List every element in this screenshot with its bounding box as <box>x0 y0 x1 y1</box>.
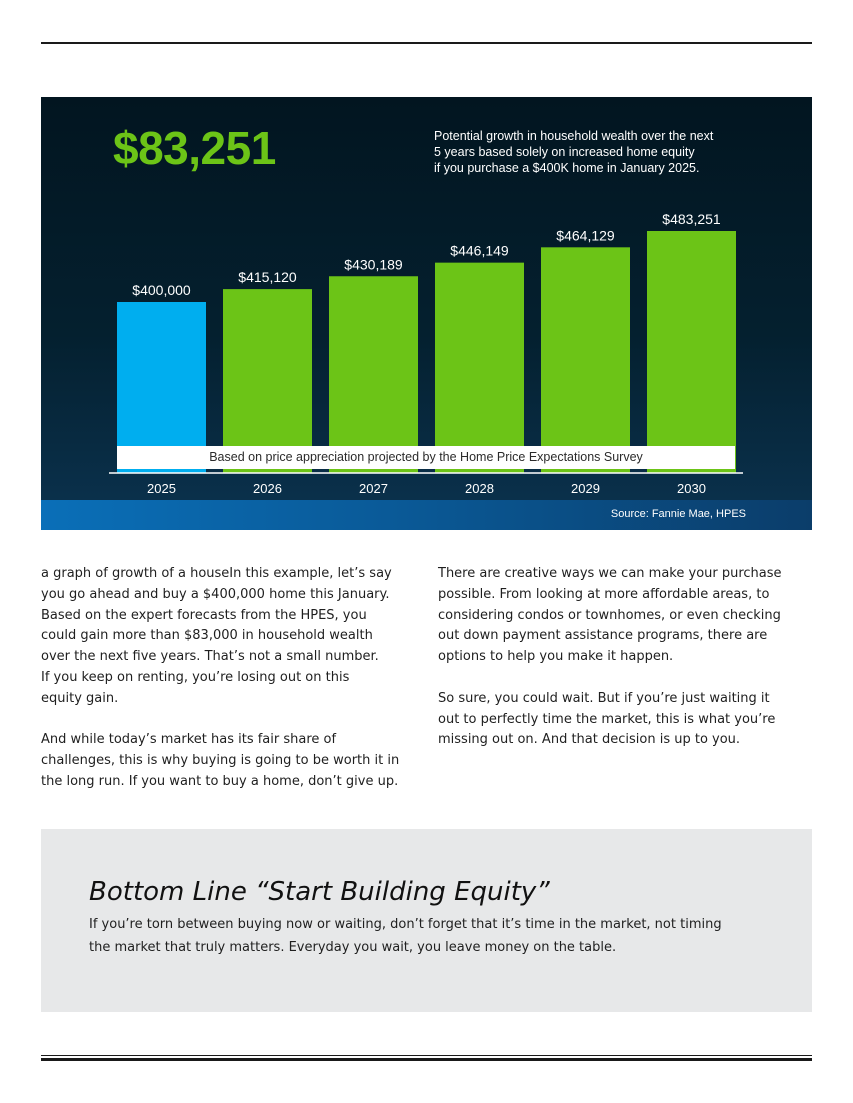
bar-value-label: $446,149 <box>450 242 509 259</box>
article-paragraph <box>438 689 810 751</box>
article-line: Based on the expert forecasts from the HPES, you <box>41 607 367 623</box>
article-line: There are creative ways we can make your purchase <box>438 566 782 581</box>
bottom-line-title: Bottom Line “Start Building Equity” <box>89 877 550 907</box>
article-left-column <box>41 564 413 814</box>
bottom-line-text-line: If you’re torn between buying now or waiting, don’t forget that it’s time in the market, not timing <box>89 917 722 932</box>
x-tick-label: 2028 <box>465 481 494 496</box>
source-text: Source: Fannie Mae, HPES <box>610 508 746 520</box>
x-tick-label: 2025 <box>147 481 176 496</box>
article-line: considering condos or townhomes, or even checking <box>438 607 781 623</box>
article-line: missing out on. And that decision is up to you. <box>438 732 741 748</box>
article-line: So sure, you could wait. But if you’re just waiting it <box>438 690 770 706</box>
article-line: equity gain. <box>41 690 119 706</box>
bottom-line-text <box>89 913 769 959</box>
bottom-line-text-line: the market that truly matters. Everyday you wait, you leave money on the table. <box>89 940 617 955</box>
bar-value-label: $483,251 <box>662 211 721 227</box>
chart-description <box>434 128 754 176</box>
source-bar <box>41 500 812 530</box>
article-paragraph <box>41 564 413 710</box>
basis-note-banner: Based on price appreciation projected by the Home Price Expectations Survey <box>117 446 735 469</box>
article-line: over the next five years. That’s not a small number. <box>41 649 379 665</box>
article-line: the long run. If you want to buy a home, don’t give up. <box>41 773 399 789</box>
top-rule <box>41 42 812 44</box>
bar-2030 <box>647 231 736 473</box>
x-tick-label: 2029 <box>571 481 600 496</box>
x-tick-label: 2027 <box>359 481 388 496</box>
headline-value: $83,251 <box>113 122 276 174</box>
article-line: options to help you make it happen. <box>438 649 674 665</box>
bottom-rule-thin <box>41 1055 812 1056</box>
chart-description-line: 5 years based solely on increased home equity <box>434 145 695 159</box>
x-tick-label: 2030 <box>677 481 706 496</box>
article-line: And while today’s market has its fair share of <box>41 732 337 748</box>
bar-2028 <box>435 263 524 473</box>
chart-description-line: if you purchase a $400K home in January 2025. <box>434 161 700 175</box>
bar-value-label: $430,189 <box>344 256 403 273</box>
bottom-rule-thick <box>41 1058 812 1061</box>
x-tick-label: 2026 <box>253 481 282 496</box>
article-line: out to perfectly time the market, this is what you’re <box>438 711 776 727</box>
article-right-column <box>438 564 810 772</box>
bar-value-label: $415,120 <box>238 269 297 286</box>
bottom-line-box <box>41 829 812 1012</box>
bar-value-label: $464,129 <box>556 227 615 244</box>
bar-2027 <box>329 276 418 473</box>
article-paragraph <box>41 730 413 792</box>
chart-description-line: Potential growth in household wealth over the next <box>434 129 714 143</box>
article-line: possible. From looking at more affordable areas, to <box>438 586 770 602</box>
bar-2029 <box>541 247 630 473</box>
article-line: challenges, this is why buying is going to be worth it in <box>41 753 400 769</box>
article-line: out down payment assistance programs, there are <box>438 628 768 644</box>
article-line: If you keep on renting, you’re losing out on this <box>41 669 350 685</box>
article-line: you go ahead and buy a $400,000 home this January. <box>41 586 390 602</box>
article-paragraph <box>438 564 810 668</box>
article-line: could gain more than $83,000 in household wealth <box>41 628 373 644</box>
bar-value-label: $400,000 <box>132 282 191 298</box>
home-equity-chart <box>41 97 812 530</box>
article-line: a graph of growth of a houseIn this example, let’s say <box>41 566 392 581</box>
